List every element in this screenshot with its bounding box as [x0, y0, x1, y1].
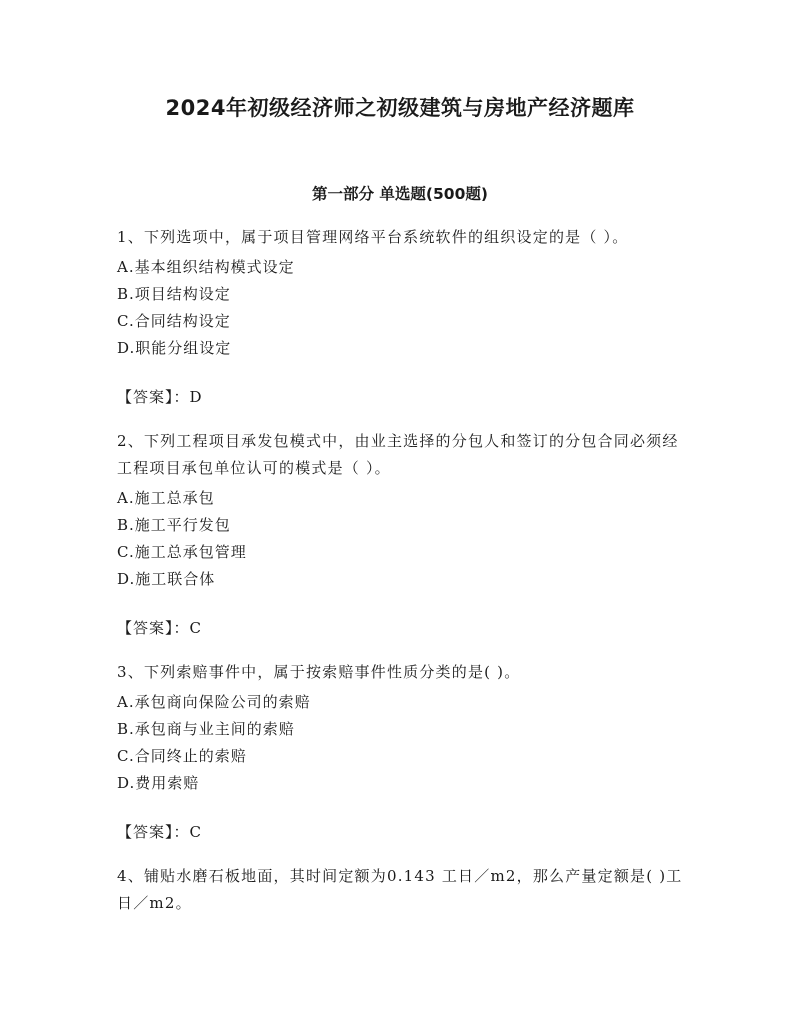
option-c: C.施工总承包管理: [117, 543, 247, 561]
option-a: A.承包商向保险公司的索赔: [117, 693, 311, 711]
section-title: 第一部分 单选题(500题): [312, 185, 488, 203]
option-a: A.施工总承包: [117, 489, 215, 507]
option-c: C.合同结构设定: [117, 312, 231, 330]
answer-2: 【答案】：C: [117, 619, 202, 637]
option-d: D.施工联合体: [117, 570, 216, 588]
question-1: [117, 224, 687, 362]
option-d: D.费用索赔: [117, 774, 200, 792]
question-3: [117, 659, 687, 797]
question-stem: 2、下列工程项目承发包模式中，由业主选择的分包人和签订的分包合同必须经工程项目承包单位认可的模式是（ ）。: [117, 432, 679, 477]
document-title: 2024年初级经济师之初级建筑与房地产经济题库: [165, 96, 635, 120]
option-a: A.基本组织结构模式设定: [117, 258, 295, 276]
answer-1: 【答案】：D: [117, 388, 203, 406]
question-stem: 4、铺贴水磨石板地面，其时间定额为0.143 工日／m2，那么产量定额是( )工日／m2。: [117, 867, 683, 912]
question-2: [117, 428, 687, 593]
question-stem: 3、下列索赔事件中，属于按索赔事件性质分类的是( )。: [117, 663, 521, 681]
option-d: D.职能分组设定: [117, 339, 232, 357]
question-list: [117, 224, 687, 939]
option-b: B.施工平行发包: [117, 516, 231, 534]
question-stem: 1、下列选项中，属于项目管理网络平台系统软件的组织设定的是（ ）。: [117, 228, 629, 246]
question-4: [117, 863, 687, 917]
option-b: B.项目结构设定: [117, 285, 231, 303]
option-b: B.承包商与业主间的索赔: [117, 720, 295, 738]
answer-3: 【答案】：C: [117, 823, 202, 841]
option-c: C.合同终止的索赔: [117, 747, 247, 765]
